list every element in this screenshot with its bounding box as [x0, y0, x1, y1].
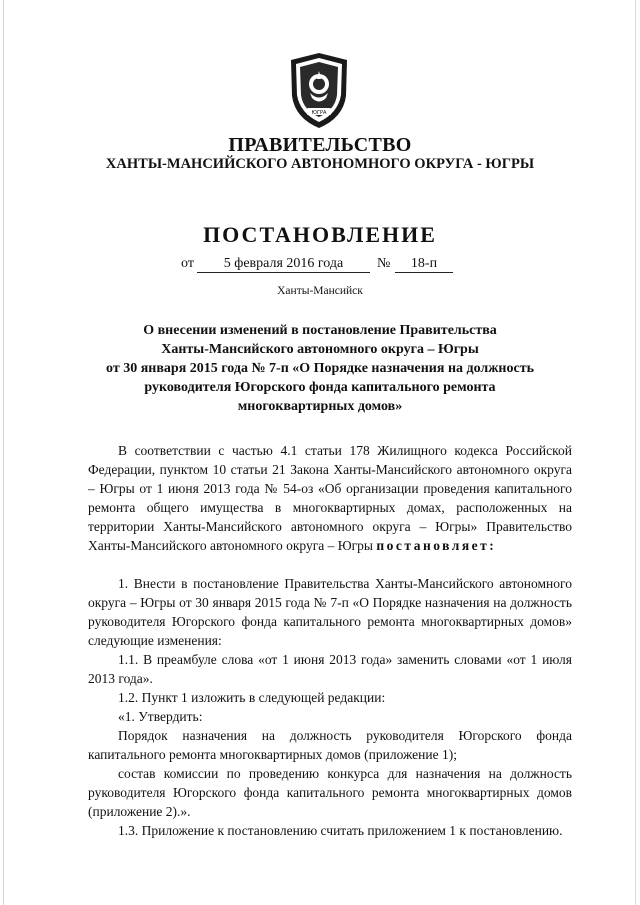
paragraph-1-1: 1.1. В преамбуле слова «от 1 июня 2013 года» заменить словами «от 1 июля 2013 года».	[88, 652, 572, 686]
subject-line: многоквартирных домов»	[237, 399, 403, 414]
date-from-label: от	[181, 256, 194, 271]
paragraph-1-2: 1.2. Пункт 1 изложить в следующей редакции:	[118, 690, 386, 705]
document-date: 5 февраля 2016 года	[197, 256, 370, 273]
paragraph-1-2-a: «1. Утвердить:	[118, 709, 203, 724]
paragraph-1-3: 1.3. Приложение к постановлению считать приложением 1 к постановлению.	[118, 823, 563, 838]
date-number-line	[0, 256, 640, 276]
city-name: Ханты-Мансийск	[277, 285, 363, 297]
subject-line: от 30 января 2015 года № 7-п «О Порядке назначения на должность	[106, 361, 534, 376]
coat-of-arms-emblem	[288, 50, 350, 130]
government-title: ПРАВИТЕЛЬСТВО	[228, 134, 412, 156]
paragraph-1: 1. Внести в постановление Правительства Ханты-Мансийского автономного округа – Югры от 30 января 2015 года № 7-п «О Порядке назначения на должность руководителя Югорского фонда капитального ремонта многоквартирных домов» следующие изменения:	[88, 576, 572, 648]
document-type-title: ПОСТАНОВЛЕНИЕ	[203, 222, 437, 247]
decree-word: постановляет:	[376, 538, 497, 553]
region-title: ХАНТЫ-МАНСИЙСКОГО АВТОНОМНОГО ОКРУГА - ЮГРЫ	[105, 156, 535, 172]
document-number: 18-п	[395, 256, 453, 273]
preamble-text: В соответствии с частью 4.1 статьи 178 Жилищного кодекса Российской Федерации, пунктом 10 статьи 21 Закона Ханты-Мансийского автономного округа – Югры от 1 июня 2013 года № 54-оз «Об организации проведения капитального ремонта общего имущества в многоквартирных домах, расположенных на территории Ханты-Мансийского автономного округа – Югры» Правительство Ханты-Мансийского автономного округа – Югры	[88, 443, 572, 553]
subject-line: Ханты-Мансийского автономного округа – Югры	[161, 342, 479, 357]
paragraph-1-2-b: Порядок назначения на должность руководителя Югорского фонда капитального ремонта многоквартирных домов (приложение 1);	[88, 728, 572, 762]
document-subject	[60, 321, 580, 416]
document-body	[88, 441, 572, 840]
svg-text:ЮГРА: ЮГРА	[311, 110, 327, 116]
number-sign-label: №	[377, 256, 391, 271]
paragraph-1-2-c: состав комиссии по проведению конкурса для назначения на должность руководителя Югорского фонда капитального ремонта многоквартирных домов (приложение 2).».	[88, 766, 572, 819]
preamble-paragraph	[88, 441, 572, 555]
subject-line: руководителя Югорского фонда капитального ремонта	[144, 380, 496, 395]
subject-line: О внесении изменений в постановление Правительства	[143, 323, 497, 338]
